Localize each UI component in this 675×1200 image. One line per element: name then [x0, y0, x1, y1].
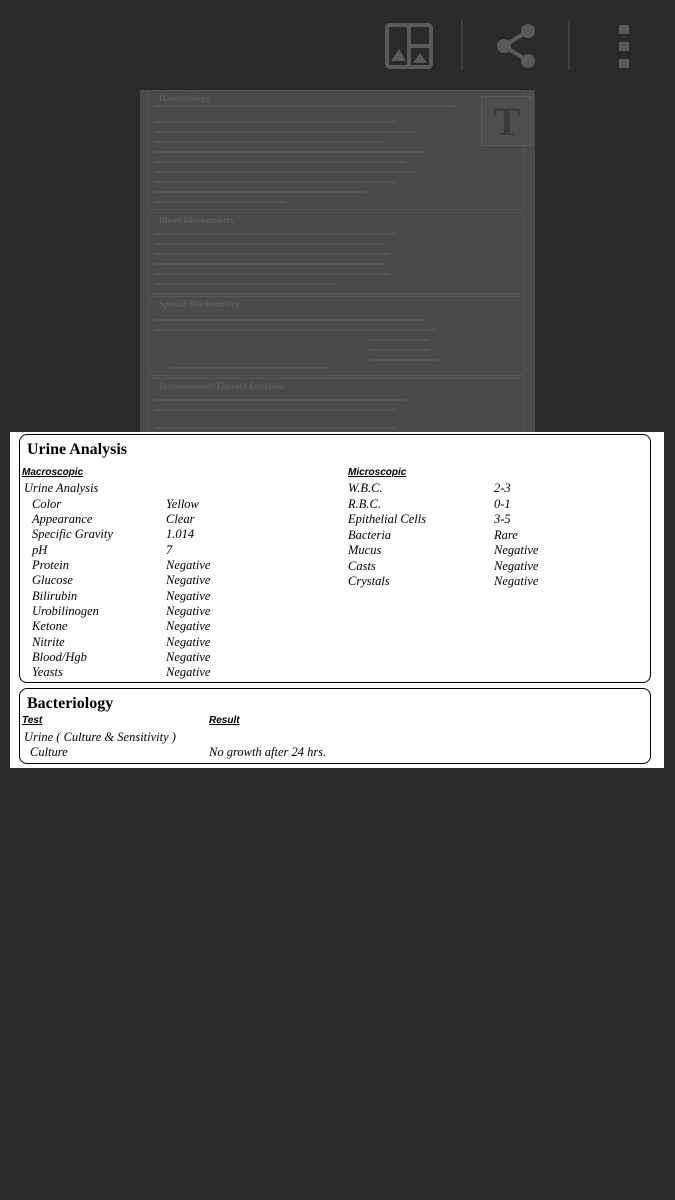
background-document — [140, 90, 535, 435]
bacteriology-panel — [19, 688, 651, 764]
row-result-value: Negative — [166, 650, 211, 664]
text-badge-icon: T — [481, 96, 533, 146]
urine-analysis-panel — [19, 434, 651, 683]
row-test-label: pH — [32, 542, 48, 557]
row-result-value: 1.014 — [166, 527, 195, 542]
row-test-label: Appearance — [32, 511, 93, 526]
row-test-label: Culture — [30, 745, 68, 759]
bg-section-blood-biochemistry — [148, 212, 525, 294]
row-test-label: Specific Gravity — [32, 527, 113, 542]
row-result-value: Negative — [166, 603, 211, 618]
bg-section-title: Haematology — [159, 93, 210, 103]
row-result-value: Negative — [166, 588, 211, 603]
row-result-value: Clear — [166, 511, 195, 526]
row-result-value: Yellow — [166, 496, 199, 511]
row-test-label: Glucose — [32, 573, 73, 588]
bg-section-title: Special Biochemistry — [159, 299, 240, 309]
row-result-value: 0-1 — [494, 496, 511, 511]
row-test-label: Protein — [32, 557, 70, 572]
macroscopic-header: Macroscopic — [22, 467, 84, 478]
panel-title: Bacteriology — [27, 695, 114, 712]
row-test-label: Mucus — [348, 543, 382, 557]
gallery-icon[interactable] — [381, 18, 437, 74]
row-test-label: Color — [32, 496, 62, 511]
top-toolbar — [0, 0, 675, 92]
row-result-value: 2-3 — [494, 481, 511, 495]
row-result-value: Negative — [166, 573, 211, 588]
row-result-value: Negative — [494, 543, 539, 557]
row-result-value: Negative — [166, 557, 211, 572]
row-result-value: Negative — [166, 665, 211, 680]
row-test-label: Nitrite — [32, 634, 65, 649]
group-label: Urine Analysis — [24, 481, 99, 495]
row-result-value: Negative — [166, 619, 211, 634]
row-test-label: Casts — [348, 558, 376, 573]
bg-section-special-biochemistry — [148, 296, 525, 376]
row-test-label: Epithelial Cells — [348, 512, 427, 526]
bg-section-haematology — [148, 90, 525, 210]
row-result-value: 7 — [166, 542, 173, 557]
row-result-value: Negative — [494, 558, 539, 573]
row-test-label: Blood/Hgb — [32, 650, 87, 664]
row-test-label: Bacteria — [348, 527, 392, 542]
row-test-label: Yeasts — [32, 665, 63, 680]
microscopic-header: Microscopic — [348, 467, 407, 478]
bg-section-immunoassay — [148, 378, 525, 435]
row-result-value: Negative — [494, 574, 539, 588]
test-header: Test — [22, 715, 43, 726]
bg-section-title: Blood Biochemistry — [159, 215, 235, 225]
row-test-label: Bilirubin — [32, 588, 78, 603]
zoomed-report-page — [10, 432, 664, 768]
row-result-value: 3-5 — [494, 512, 511, 526]
result-header: Result — [209, 715, 240, 726]
row-test-label: W.B.C. — [348, 481, 383, 495]
row-test-label: Ketone — [32, 619, 68, 634]
row-result-value: Rare — [494, 527, 518, 542]
toolbar-divider — [568, 20, 570, 70]
panel-title: Urine Analysis — [27, 441, 128, 458]
share-icon[interactable] — [488, 18, 544, 74]
row-test-label: R.B.C. — [348, 496, 381, 511]
row-result-value: Negative — [166, 634, 211, 649]
group-label: Urine ( Culture & Sensitivity ) — [24, 730, 176, 744]
row-result-value: No growth after 24 hrs. — [209, 745, 327, 759]
toolbar-divider — [461, 20, 463, 70]
row-test-label: Urobilinogen — [32, 603, 99, 618]
more-icon[interactable] — [596, 18, 652, 74]
row-test-label: Crystals — [348, 574, 390, 588]
bg-section-title: Immunoassay-Thyroid Function — [159, 381, 284, 391]
